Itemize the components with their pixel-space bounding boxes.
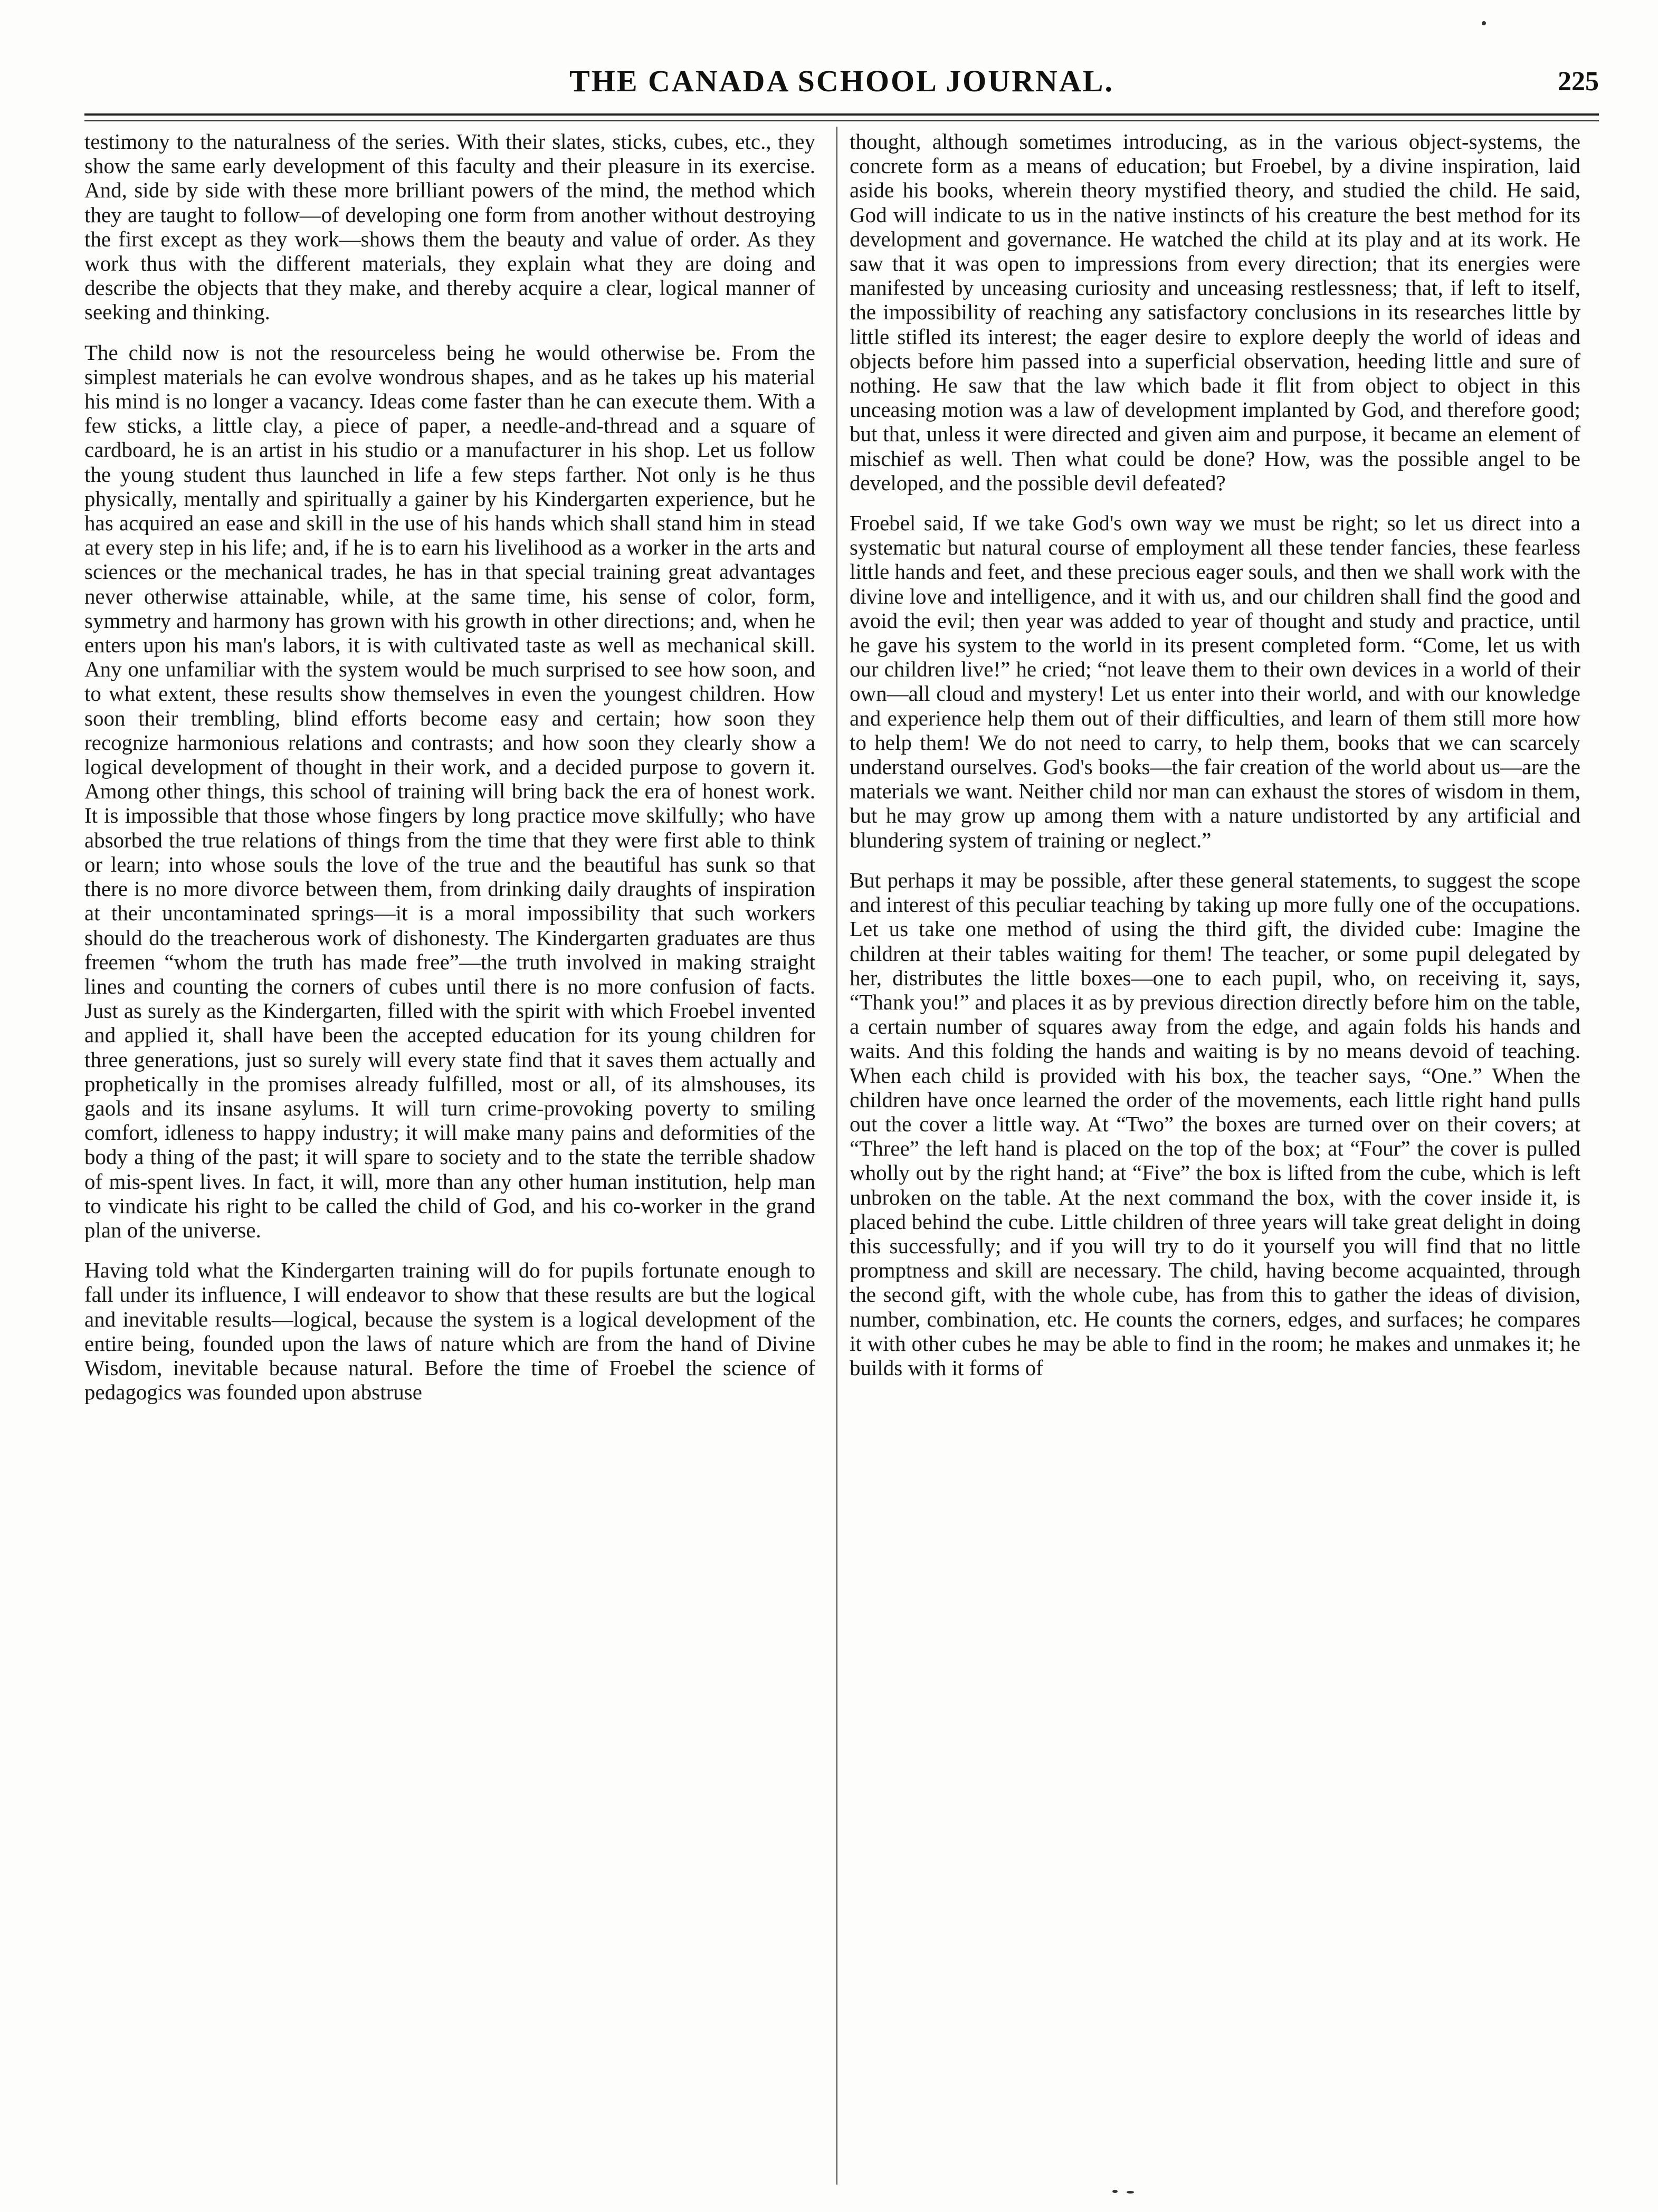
header-rule-thick xyxy=(84,113,1599,116)
page-number: 225 xyxy=(1558,66,1599,97)
right-paragraph-2: Froebel said, If we take God's own way we must be right; so let us direct into a systematic but natural course of employment all these tender fancies, these fearless little hands and feet, and these precious eager souls, and then we shall work with the divine love and intelligence, and it with us, and our children shall find the good and avoid the evil; then year was added to year of thought and study and practice, until he gave his system to the world in its present completed form. “Come, let us with our children live!” he cried; “not leave them to their own devices in a world of their own—all cloud and mystery! Let us enter into their world, and with our knowledge and experience help them out of their difficulties, and learn of them still more how to help them! We do not need to carry, to help them, books that we can scarcely understand ourselves. God's books—the fair creation of the world about us—are the materials we want. Neither child nor man can exhaust the stores of wisdom in them, but he may grow up among them with a nature undistorted by any artificial and blundering system of training or neglect.” xyxy=(850,511,1580,852)
print-speck xyxy=(1482,21,1486,25)
print-speck xyxy=(1112,2190,1118,2193)
column-divider xyxy=(836,127,837,2185)
right-paragraph-3: But perhaps it may be possible, after these general statements, to suggest the scope and interest of this peculiar teaching by taking up more fully one of the occupations. Let us take one method of using the third gift, the divided cube: Imagine the children at their tables waiting for them! The teacher, or some pupil delegated by her, distributes the little boxes—one to each pupil, who, on receiving it, says, “Thank you!” and places it as by previous direction directly before him on the table, a certain number of squares away from the edge, and again folds his hands and waits. And this folding the hands and waiting is by no means devoid of teaching. When each child is provided with his box, the teacher says, “One.” When the children have once learned the order of the movements, each little right hand pulls out the cover a little way. At “Two” the boxes are turned over on their covers; at “Three” the left hand is placed on the top of the box; at “Four” the cover is pulled wholly out by the right hand; at “Five” the box is lifted from the cube, which is left unbroken on the table. At the next command the box, with the cover inside it, is placed behind the cube. Little children of three years will take great delight in doing this successfully; and if you will try to do it yourself you will find that no little promptness and skill are necessary. The child, having become acquainted, through the second gift, with the whole cube, has from this to gather the ideas of division, number, combination, etc. He counts the corners, edges, and surfaces; he compares it with other cubes he may be able to find in the room; he makes and unmakes it; he builds with it forms of xyxy=(850,867,1580,1380)
journal-title: THE CANADA SCHOOL JOURNAL. xyxy=(569,64,1114,98)
print-speck xyxy=(1127,2191,1134,2194)
left-paragraph-2: The child now is not the resourceless being he would otherwise be. From the simplest materials he can evolve wondrous shapes, and as he takes up his material his mind is no longer a vacancy. Ideas come faster than he can execute them. With a few sticks, a little clay, a piece of paper, a needle-and-thread and a square of cardboard, he is an artist in his studio or a manufacturer in his shop. Let us follow the young student thus launched in life a few steps farther. Not only is he thus physically, mentally and spiritually a gainer by his Kindergarten experience, but he has acquired an ease and skill in the use of his hands which shall stand him in stead at every step in his life; and, if he is to earn his livelihood as a worker in the arts and sciences or the mechanical trades, he has in that special training great advantages never otherwise attainable, while, at the same time, his sense of color, form, symmetry and harmony has grown with his growth in other directions; and, when he enters upon his man's labors, it is with cultivated taste as well as mechanical skill. Any one unfamiliar with the system would be much surprised to see how soon, and to what extent, these results show themselves in even the youngest children. How soon their trembling, blind efforts become easy and certain; how soon they recognize harmonious relations and contrasts; and how soon they clearly show a logical development of thought in their work, and a decided purpose to govern it. Among other things, this school of training will bring back the era of honest work. It is impossible that those whose fingers by long practice move skilfully; who have absorbed the true relations of things from the time that they were first able to think or learn; into whose souls the love of the true and the beautiful has sunk so that there is no more divorce between them, from drinking daily draughts of inspiration at their uncontaminated springs—it is a moral impossibility that such workers should do the treacherous work of dishonesty. The Kindergarten graduates are thus freemen “whom the truth has made free”—the truth involved in making straight lines and counting the corners of cubes until there is no more confusion of facts. Just as surely as the Kindergarten, filled with the spirit with which Froebel invented and applied it, shall have been the accepted education for its young children for three generations, just so surely will every state find that it saves them actually and prophetically in the promises already fulfilled, most or all, of its almshouses, its gaols and its insane asylums. It will turn crime-provoking poverty to smiling comfort, idleness to happy industry; it will make many pains and deformities of the body a thing of the past; it will spare to society and to the state the terrible shadow of mis-spent lives. In fact, it will, more than any other human institution, help man to vindicate his right to be called the child of God, and his co-worker in the grand plan of the universe. xyxy=(84,340,815,1242)
right-paragraph-1: thought, although sometimes introducing, as in the various object-systems, the concrete form as a means of education; but Froebel, by a divine inspiration, laid aside his books, wherein theory mystified theory, and studied the child. He said, God will indicate to us in the native instincts of his creature the best method for its development and governance. He watched the child at its play and at its work. He saw that it was open to impressions from every direction; that its energies were manifested by unceasing curiosity and unceasing restlessness; that, if left to itself, the impossibility of reaching any satisfactory conclusions in its researches little by little stifled its interest; the eager desire to explore deeply the world of ideas and objects before him passed into a superficial observation, heeding little and sure of nothing. He saw that the law which bade it flit from object to object in this unceasing motion was a law of development implanted by God, and therefore good; but that, unless it were directed and given aim and purpose, it became an element of mischief as well. Then what could be done? How, was the possible angel to be developed, and the possible devil defeated? xyxy=(850,129,1580,495)
right-column xyxy=(850,129,1580,2182)
left-paragraph-1: testimony to the naturalness of the series. With their slates, sticks, cubes, etc., they show the same early development of this faculty and their pleasure in its exercise. And, side by side with these more brilliant powers of the mind, the method which they are taught to follow—of developing one form from another without destroying the first except as they work—shows them the beauty and value of order. As they work thus with the different materials, they explain what they are doing and describe the objects that they make, and thereby acquire a clear, logical manner of seeking and thinking. xyxy=(84,129,815,325)
page-header xyxy=(84,61,1599,119)
header-rule-thin xyxy=(84,120,1599,121)
left-paragraph-3: Having told what the Kindergarten training will do for pupils fortunate enough to fall under its influence, I will endeavor to show that these results are but the logical and inevitable results—logical, because the system is a logical development of the entire being, founded upon the laws of nature which are from the hand of Divine Wisdom, inevitable because natural. Before the time of Froebel the science of pedagogics was founded upon abstruse xyxy=(84,1258,815,1405)
left-column xyxy=(84,129,815,2182)
